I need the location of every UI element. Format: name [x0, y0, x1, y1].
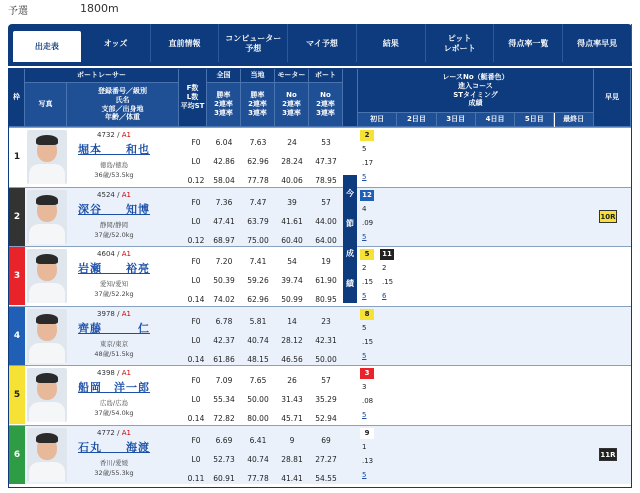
photo-header: 写真 — [25, 83, 67, 127]
touchi-stats: 7.47 63.79 75.00 — [247, 197, 269, 245]
tab-3[interactable]: コンピューター 予想 — [219, 24, 288, 63]
racer-photo — [27, 130, 67, 184]
racer-row: 6 4772 / A1 石丸 海渡 香川/愛媛 32歳/55.3kg F0 L0 0.11 6.69 52.73 60.91 6.41 40.74 77.78 9 28.81 41.41 69 27.27 54.55 9 1 .13 5 11R — [9, 425, 631, 484]
blank-header — [343, 69, 358, 127]
motor-stats: 54 39.74 50.99 — [281, 257, 303, 304]
day-header-4: 5日目 — [515, 113, 554, 127]
racer-class: A1 — [121, 131, 131, 139]
waku-number: 1 — [9, 128, 25, 186]
day-header-3: 4日目 — [476, 113, 515, 127]
hayami-badge[interactable]: 10R — [599, 210, 617, 223]
racer-area: 愛知/愛知 — [99, 280, 129, 288]
racer-row: 3 4604 / A1 岩瀬 裕亮 愛知/愛知 37歳/52.2kg F0 L0 0.14 7.20 50.39 74.02 7.41 59.26 62.96 54 39.74 50.99 19 61.90 80.95 5 2 .15 5 11 2 .15 6 — [9, 246, 631, 305]
fl-stats: F0 L0 0.14 — [187, 316, 205, 364]
course-race-no: 12 — [360, 190, 374, 201]
racer-class: A1 — [121, 250, 131, 258]
racer-row: 2 4524 / A1 深谷 知博 静岡/静岡 37歳/52.0kg F0 L0 0.12 7.36 47.41 68.97 7.47 63.79 75.00 39 41.61 60.40 57 44.00 64.00 12 4 .09 5 10R — [9, 187, 631, 246]
touchi-stats: 5.81 40.74 48.15 — [247, 316, 269, 364]
racer-photo — [27, 249, 67, 303]
racer-photo — [27, 190, 67, 244]
racer-name[interactable]: 堀本 和也 — [78, 143, 150, 156]
course-result[interactable]: 5 — [362, 173, 367, 181]
course-st: .08 — [362, 397, 374, 405]
race-type: 予選 — [8, 6, 28, 17]
waku-number: 5 — [9, 366, 25, 424]
race-distance: 1800m — [80, 2, 119, 15]
racer-age-weight: 37歳/52.2kg — [94, 290, 134, 298]
motor-group-header: モーター — [275, 69, 309, 83]
vertical-char: 今 — [346, 189, 354, 198]
racer-number: 4398 — [97, 369, 115, 377]
entry-table — [8, 68, 632, 488]
course-entry: 1 — [362, 442, 367, 451]
racer-photo — [27, 368, 67, 422]
touchi-stats: 7.41 59.26 62.96 — [247, 257, 269, 304]
course-st: .17 — [362, 159, 374, 167]
vertical-char: 績 — [346, 279, 354, 288]
racer-age-weight: 37歳/54.0kg — [94, 409, 134, 417]
hayami-header: 早見 — [594, 69, 631, 127]
fl-stats: F0 L0 0.14 — [187, 257, 205, 304]
racer-name[interactable]: 深谷 知博 — [78, 202, 150, 216]
boat-stats: 69 27.27 54.55 — [315, 435, 337, 483]
racer-area: 香川/愛媛 — [99, 458, 129, 467]
zenkoku-stats: 6.69 52.73 60.91 — [213, 435, 235, 483]
meet-results — [358, 188, 594, 246]
fl-stats: F0 L0 0.12 — [187, 197, 205, 245]
vertical-char: 成 — [346, 249, 354, 258]
zenkoku-stats: 6.78 42.37 61.86 — [213, 316, 235, 364]
tab-5[interactable]: 結果 — [357, 24, 426, 63]
touchi-stats: 6.41 40.74 77.78 — [247, 435, 269, 483]
waku-number: 4 — [9, 307, 25, 365]
hayami-cell — [595, 128, 631, 186]
racer-name[interactable]: 岩瀬 裕亮 — [78, 262, 150, 275]
racer-area: 静岡/静岡 — [99, 220, 129, 229]
course-result[interactable]: 5 — [362, 292, 367, 300]
racer-age-weight: 37歳/52.0kg — [94, 230, 134, 239]
meet-results — [358, 247, 594, 305]
meet-results — [358, 307, 594, 365]
boat-header: No 2連率 3連率 — [309, 83, 343, 127]
nav-tabs — [8, 24, 632, 63]
course-race-no: 9 — [360, 428, 374, 439]
zenkoku-stats: 7.20 50.39 74.02 — [213, 257, 235, 304]
waku-number: 2 — [9, 188, 25, 246]
racer-age-weight: 36歳/53.5kg — [94, 171, 134, 179]
course-st-2: .15 — [382, 278, 394, 286]
boat-stats: 23 42.31 50.00 — [315, 316, 337, 364]
course-race-no: 5 — [360, 249, 374, 260]
racer-area: 広島/広島 — [99, 399, 129, 407]
hayami-cell — [595, 366, 631, 424]
course-entry: 2 — [362, 264, 367, 272]
vertical-char: 節 — [346, 219, 354, 228]
fl-stats: F0 L0 0.14 — [187, 376, 205, 423]
hayami-cell — [595, 188, 631, 246]
racer-area: 東京/東京 — [99, 339, 129, 348]
tab-7[interactable]: 得点率一覧 — [494, 24, 563, 63]
tab-8[interactable]: 得点率早見 — [563, 24, 632, 63]
racer-class: A1 — [121, 428, 131, 437]
day-header-0: 初日 — [358, 113, 397, 127]
waku-number: 6 — [9, 426, 25, 484]
fl-header: F数 L数 平均ST — [179, 69, 207, 127]
waku-header: 枠 — [9, 69, 25, 127]
hayami-cell — [595, 247, 631, 305]
course-st: .09 — [362, 218, 374, 227]
course-result[interactable]: 5 — [362, 470, 367, 479]
racer-row: 5 4398 / A1 船岡 洋一郎 広島/広島 37歳/54.0kg F0 L0 0.14 7.09 55.34 72.82 7.65 50.00 80.00 26 31.43 45.71 57 35.29 52.94 3 3 .08 5 — [9, 365, 631, 424]
boat-stats: 53 47.37 78.95 — [315, 138, 337, 185]
course-race-no: 3 — [360, 368, 374, 379]
course-race-no: 8 — [360, 309, 374, 320]
racer-number: 4524 — [97, 190, 115, 199]
hayami-badge[interactable]: 11R — [599, 448, 617, 461]
motor-stats: 26 31.43 45.71 — [281, 376, 303, 423]
racer-name[interactable]: 船岡 洋一郎 — [78, 381, 150, 394]
day-header-5: 最終日 — [555, 113, 594, 127]
motor-stats: 24 28.24 40.06 — [281, 138, 303, 185]
race-no-header: レースNo（艇番色） 進入コース STタイミング 成績 — [358, 69, 594, 113]
course-result[interactable]: 5 — [362, 411, 367, 419]
current-meet-label — [343, 175, 357, 303]
racer-row: 4 3978 / A1 齊藤 仁 東京/東京 48歳/51.5kg F0 L0 0.14 6.78 42.37 61.86 5.81 40.74 48.15 14 28.12 46.56 23 42.31 50.00 8 5 .15 5 — [9, 306, 631, 365]
boat-stats: 19 61.90 80.95 — [315, 257, 337, 304]
racer-photo — [27, 428, 67, 482]
hayami-cell — [595, 426, 631, 484]
racer-class: A1 — [121, 190, 131, 199]
racer-class: A1 — [121, 369, 131, 377]
course-st: .15 — [362, 337, 374, 346]
racer-row: 1 4732 / A1 堀本 和也 徳島/徳島 36歳/53.5kg F0 L0 0.12 6.04 42.86 58.04 7.63 62.96 77.78 24 28.24 40.06 53 47.37 78.95 2 5 .17 5 — [9, 127, 631, 186]
tab-0[interactable]: 出走表 — [12, 30, 82, 63]
zenkoku-header: 勝率 2連率 3連率 — [207, 83, 241, 127]
motor-stats: 39 41.61 60.40 — [281, 197, 303, 245]
day-header-2: 3日目 — [437, 113, 476, 127]
racer-age-weight: 32歳/55.3kg — [94, 468, 134, 477]
boatracer-header: ボートレーサー — [25, 69, 179, 83]
touchi-header: 勝率 2連率 3連率 — [241, 83, 275, 127]
touchi-group-header: 当地 — [241, 69, 275, 83]
zenkoku-group-header: 全国 — [207, 69, 241, 83]
course-entry: 5 — [362, 145, 367, 153]
zenkoku-stats: 7.09 55.34 72.82 — [213, 376, 235, 423]
boat-group-header: ボート — [309, 69, 343, 83]
tab-underline — [8, 62, 632, 66]
course-entry: 5 — [362, 323, 367, 332]
boat-stats: 57 44.00 64.00 — [315, 197, 337, 245]
course-st: .13 — [362, 456, 374, 465]
tab-4[interactable]: マイ予想 — [288, 24, 357, 63]
course-result-2[interactable]: 6 — [382, 292, 387, 300]
racer-name[interactable]: 齊藤 仁 — [78, 321, 150, 335]
meet-results — [358, 426, 594, 484]
tab-1[interactable]: オッズ — [82, 24, 151, 63]
touchi-stats: 7.65 50.00 80.00 — [247, 376, 269, 423]
hayami-cell — [595, 307, 631, 365]
racer-info-header: 登録番号／級別 氏名 支部／出身地 年齢／体重 — [67, 83, 179, 127]
zenkoku-stats: 7.36 47.41 68.97 — [213, 197, 235, 245]
meet-results — [358, 128, 594, 186]
course-st: .15 — [362, 278, 374, 286]
racer-number: 4772 — [97, 428, 115, 437]
course-entry: 4 — [362, 204, 367, 213]
racer-age-weight: 48歳/51.5kg — [94, 349, 134, 358]
course-result[interactable]: 5 — [362, 351, 367, 360]
fl-stats: F0 L0 0.12 — [187, 138, 205, 185]
motor-stats: 9 28.81 41.41 — [281, 435, 303, 483]
racer-name[interactable]: 石丸 海渡 — [78, 440, 150, 454]
course-race-no-2: 11 — [380, 249, 394, 260]
meet-results — [358, 366, 594, 424]
racer-class: A1 — [121, 309, 131, 318]
day-header-1: 2日目 — [397, 113, 436, 127]
tab-2[interactable]: 直前情報 — [151, 24, 220, 63]
course-race-no: 2 — [360, 130, 374, 141]
racer-number: 4732 — [97, 131, 115, 139]
racer-number: 4604 — [97, 250, 115, 258]
course-result[interactable]: 5 — [362, 232, 367, 241]
tab-6[interactable]: ピット レポート — [426, 24, 495, 63]
racer-area: 徳島/徳島 — [99, 161, 129, 169]
motor-stats: 14 28.12 46.56 — [281, 316, 303, 364]
fl-stats: F0 L0 0.11 — [187, 435, 205, 483]
racer-photo — [27, 309, 67, 363]
waku-number: 3 — [9, 247, 25, 305]
course-entry: 3 — [362, 383, 367, 391]
course-entry-2: 2 — [382, 264, 387, 272]
touchi-stats: 7.63 62.96 77.78 — [247, 138, 269, 185]
motor-header: No 2連率 3連率 — [275, 83, 309, 127]
zenkoku-stats: 6.04 42.86 58.04 — [213, 138, 235, 185]
racer-number: 3978 — [97, 309, 115, 318]
boat-stats: 57 35.29 52.94 — [315, 376, 337, 423]
